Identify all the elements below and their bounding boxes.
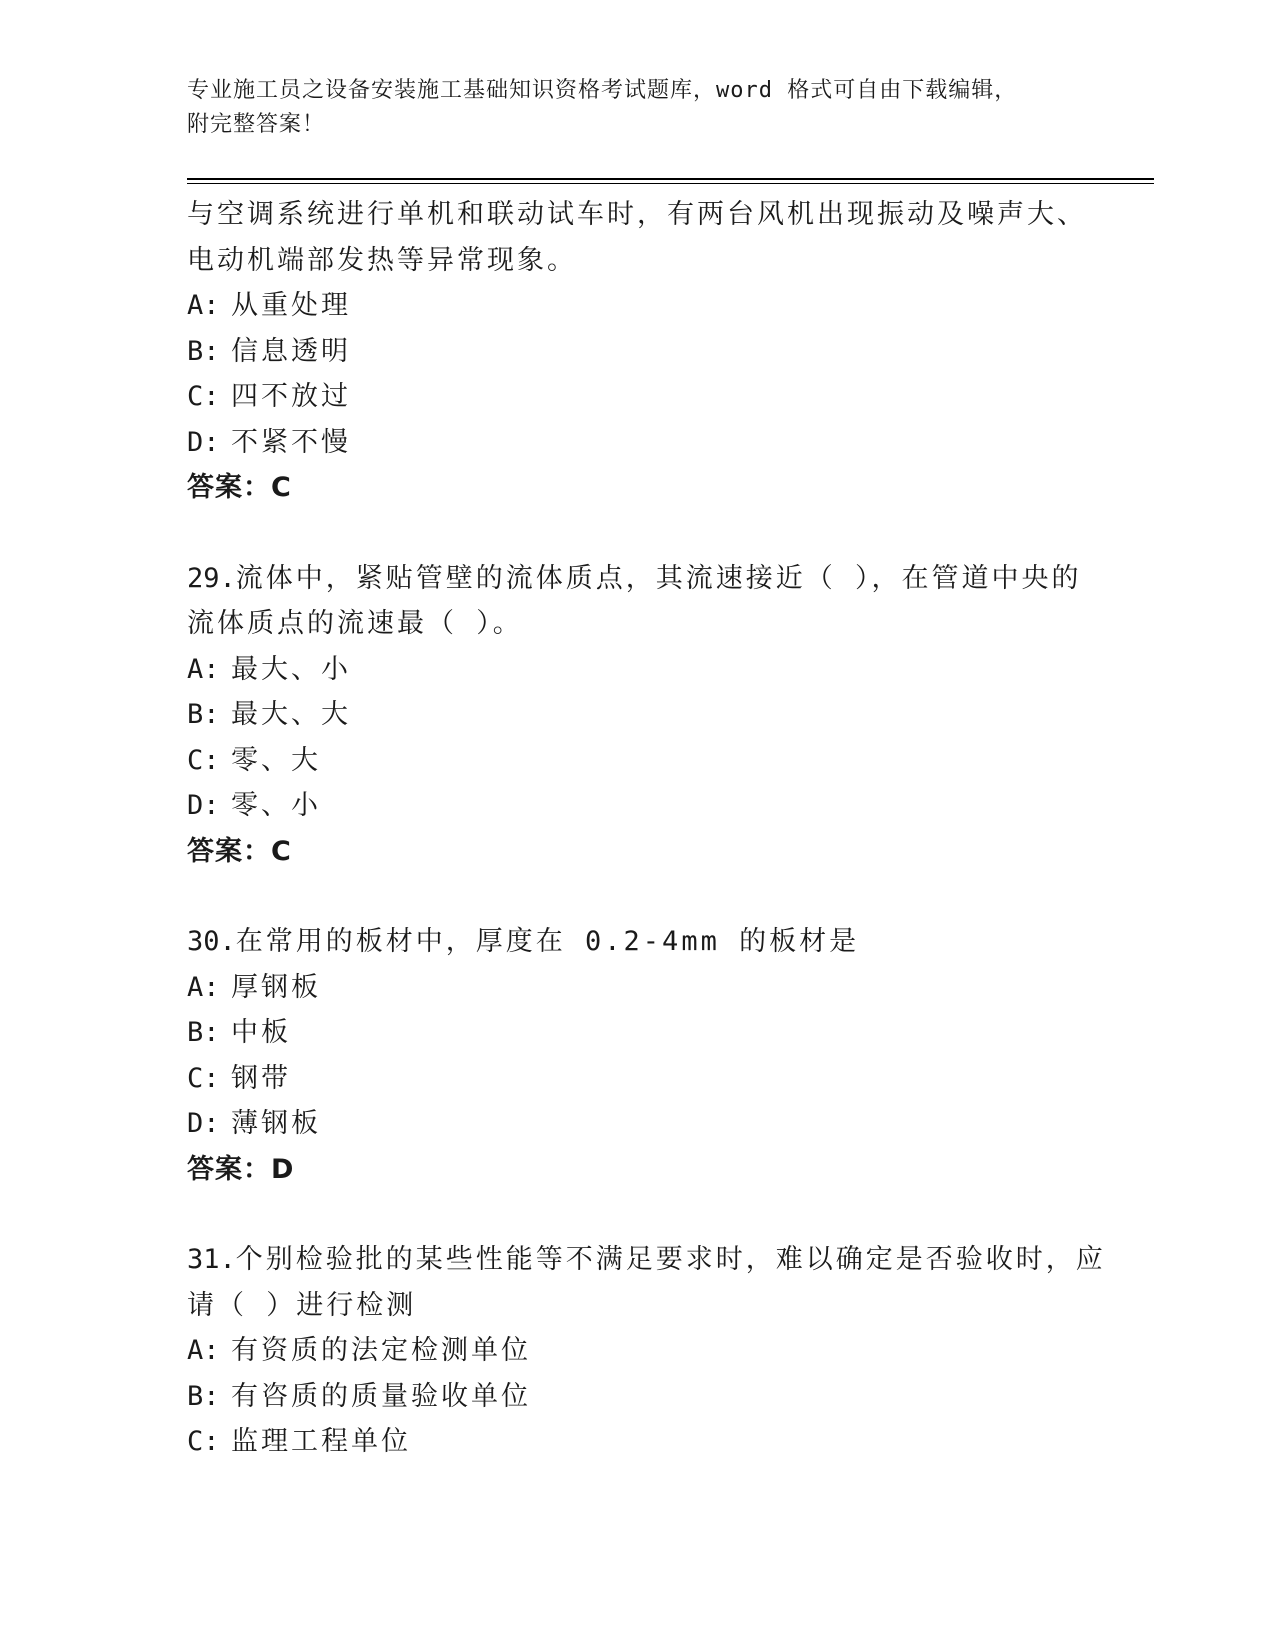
- question-stem-line: [187, 556, 1087, 602]
- option-text: 信息透明: [231, 335, 351, 367]
- option-text: 厚钢板: [231, 971, 321, 1003]
- option-c: [187, 738, 1087, 784]
- question-stem-line: [187, 1237, 1106, 1283]
- question-31: [187, 1237, 1106, 1465]
- option-letter: C:: [187, 381, 220, 412]
- question-number: 29.: [187, 562, 236, 594]
- document-header: [187, 74, 1067, 142]
- question-stem-text: 流体中，紧贴管壁的流体质点，其流速接近（ ），在管道中央的: [235, 562, 1082, 594]
- option-b: [187, 692, 1087, 738]
- option-text: 不紧不慢: [231, 426, 351, 458]
- answer-line: 答案：C: [187, 835, 292, 867]
- question-number: 30.: [187, 926, 236, 957]
- header-line-1: 专业施工员之设备安装施工基础知识资格考试题库，word 格式可自由下载编辑，: [187, 78, 1018, 103]
- option-letter: B:: [187, 335, 220, 367]
- option-letter: B:: [187, 1380, 220, 1412]
- question-30: [187, 919, 1087, 1192]
- option-b: [187, 329, 1087, 375]
- option-a: [187, 647, 1087, 693]
- option-d: [187, 420, 1087, 466]
- option-b: [187, 1010, 1087, 1056]
- question-content: [187, 192, 1106, 1465]
- option-d: [187, 1101, 1087, 1147]
- option-c: [187, 374, 1087, 420]
- question-stem-line: 流体质点的流速最（ ）。: [187, 608, 523, 639]
- option-letter: C:: [187, 1426, 220, 1457]
- option-text: 四不放过: [231, 381, 351, 412]
- option-text: 零、小: [231, 790, 321, 821]
- option-b: [187, 1374, 1087, 1420]
- question-number: 31.: [187, 1244, 236, 1275]
- option-a: [187, 1328, 1087, 1374]
- option-text: 中板: [231, 1017, 291, 1048]
- question-stem-text: 在常用的板材中，厚度在 0.2-4mm 的板材是: [235, 926, 860, 957]
- option-letter: C:: [187, 1062, 220, 1094]
- option-text: 最大、大: [231, 699, 351, 730]
- option-text: 监理工程单位: [231, 1426, 411, 1457]
- option-letter: A:: [187, 653, 220, 685]
- question-stem-line: 请（ ）进行检测: [187, 1289, 417, 1321]
- option-letter: D:: [187, 790, 220, 821]
- option-letter: D:: [187, 426, 220, 458]
- answer-line: 答案：D: [187, 1153, 295, 1185]
- header-line-2: 附完整答案！: [187, 112, 326, 137]
- question-28: [187, 192, 1087, 511]
- option-c: [187, 1419, 1087, 1465]
- question-stem-text: 个别检验批的某些性能等不满足要求时，难以确定是否验收时，应: [235, 1244, 1106, 1275]
- header-divider-thick: [187, 178, 1154, 180]
- option-letter: C:: [187, 744, 220, 776]
- option-letter: A:: [187, 971, 220, 1003]
- option-text: 最大、小: [231, 653, 351, 685]
- option-text: 有咨质的质量验收单位: [231, 1380, 531, 1412]
- option-text: 有资质的法定检测单位: [231, 1335, 531, 1366]
- header-divider-thin: [187, 183, 1154, 184]
- option-a: [187, 965, 1087, 1011]
- option-c: [187, 1056, 1087, 1102]
- option-d: [187, 783, 1087, 829]
- option-text: 钢带: [231, 1062, 291, 1094]
- option-text: 薄钢板: [231, 1108, 321, 1139]
- question-stem-line: 电动机端部发热等异常现象。: [187, 244, 577, 276]
- option-letter: A:: [187, 290, 220, 321]
- answer-line: 答案：C: [187, 472, 292, 503]
- question-stem-line: 与空调系统进行单机和联动试车时，有两台风机出现振动及噪声大、: [187, 199, 1087, 230]
- option-letter: B:: [187, 1017, 220, 1048]
- option-letter: B:: [187, 699, 220, 730]
- option-a: [187, 283, 1087, 329]
- option-letter: A:: [187, 1335, 220, 1366]
- option-text: 从重处理: [231, 290, 351, 321]
- question-stem-line: [187, 919, 1087, 965]
- option-letter: D:: [187, 1108, 220, 1139]
- option-text: 零、大: [231, 744, 321, 776]
- question-29: [187, 556, 1087, 875]
